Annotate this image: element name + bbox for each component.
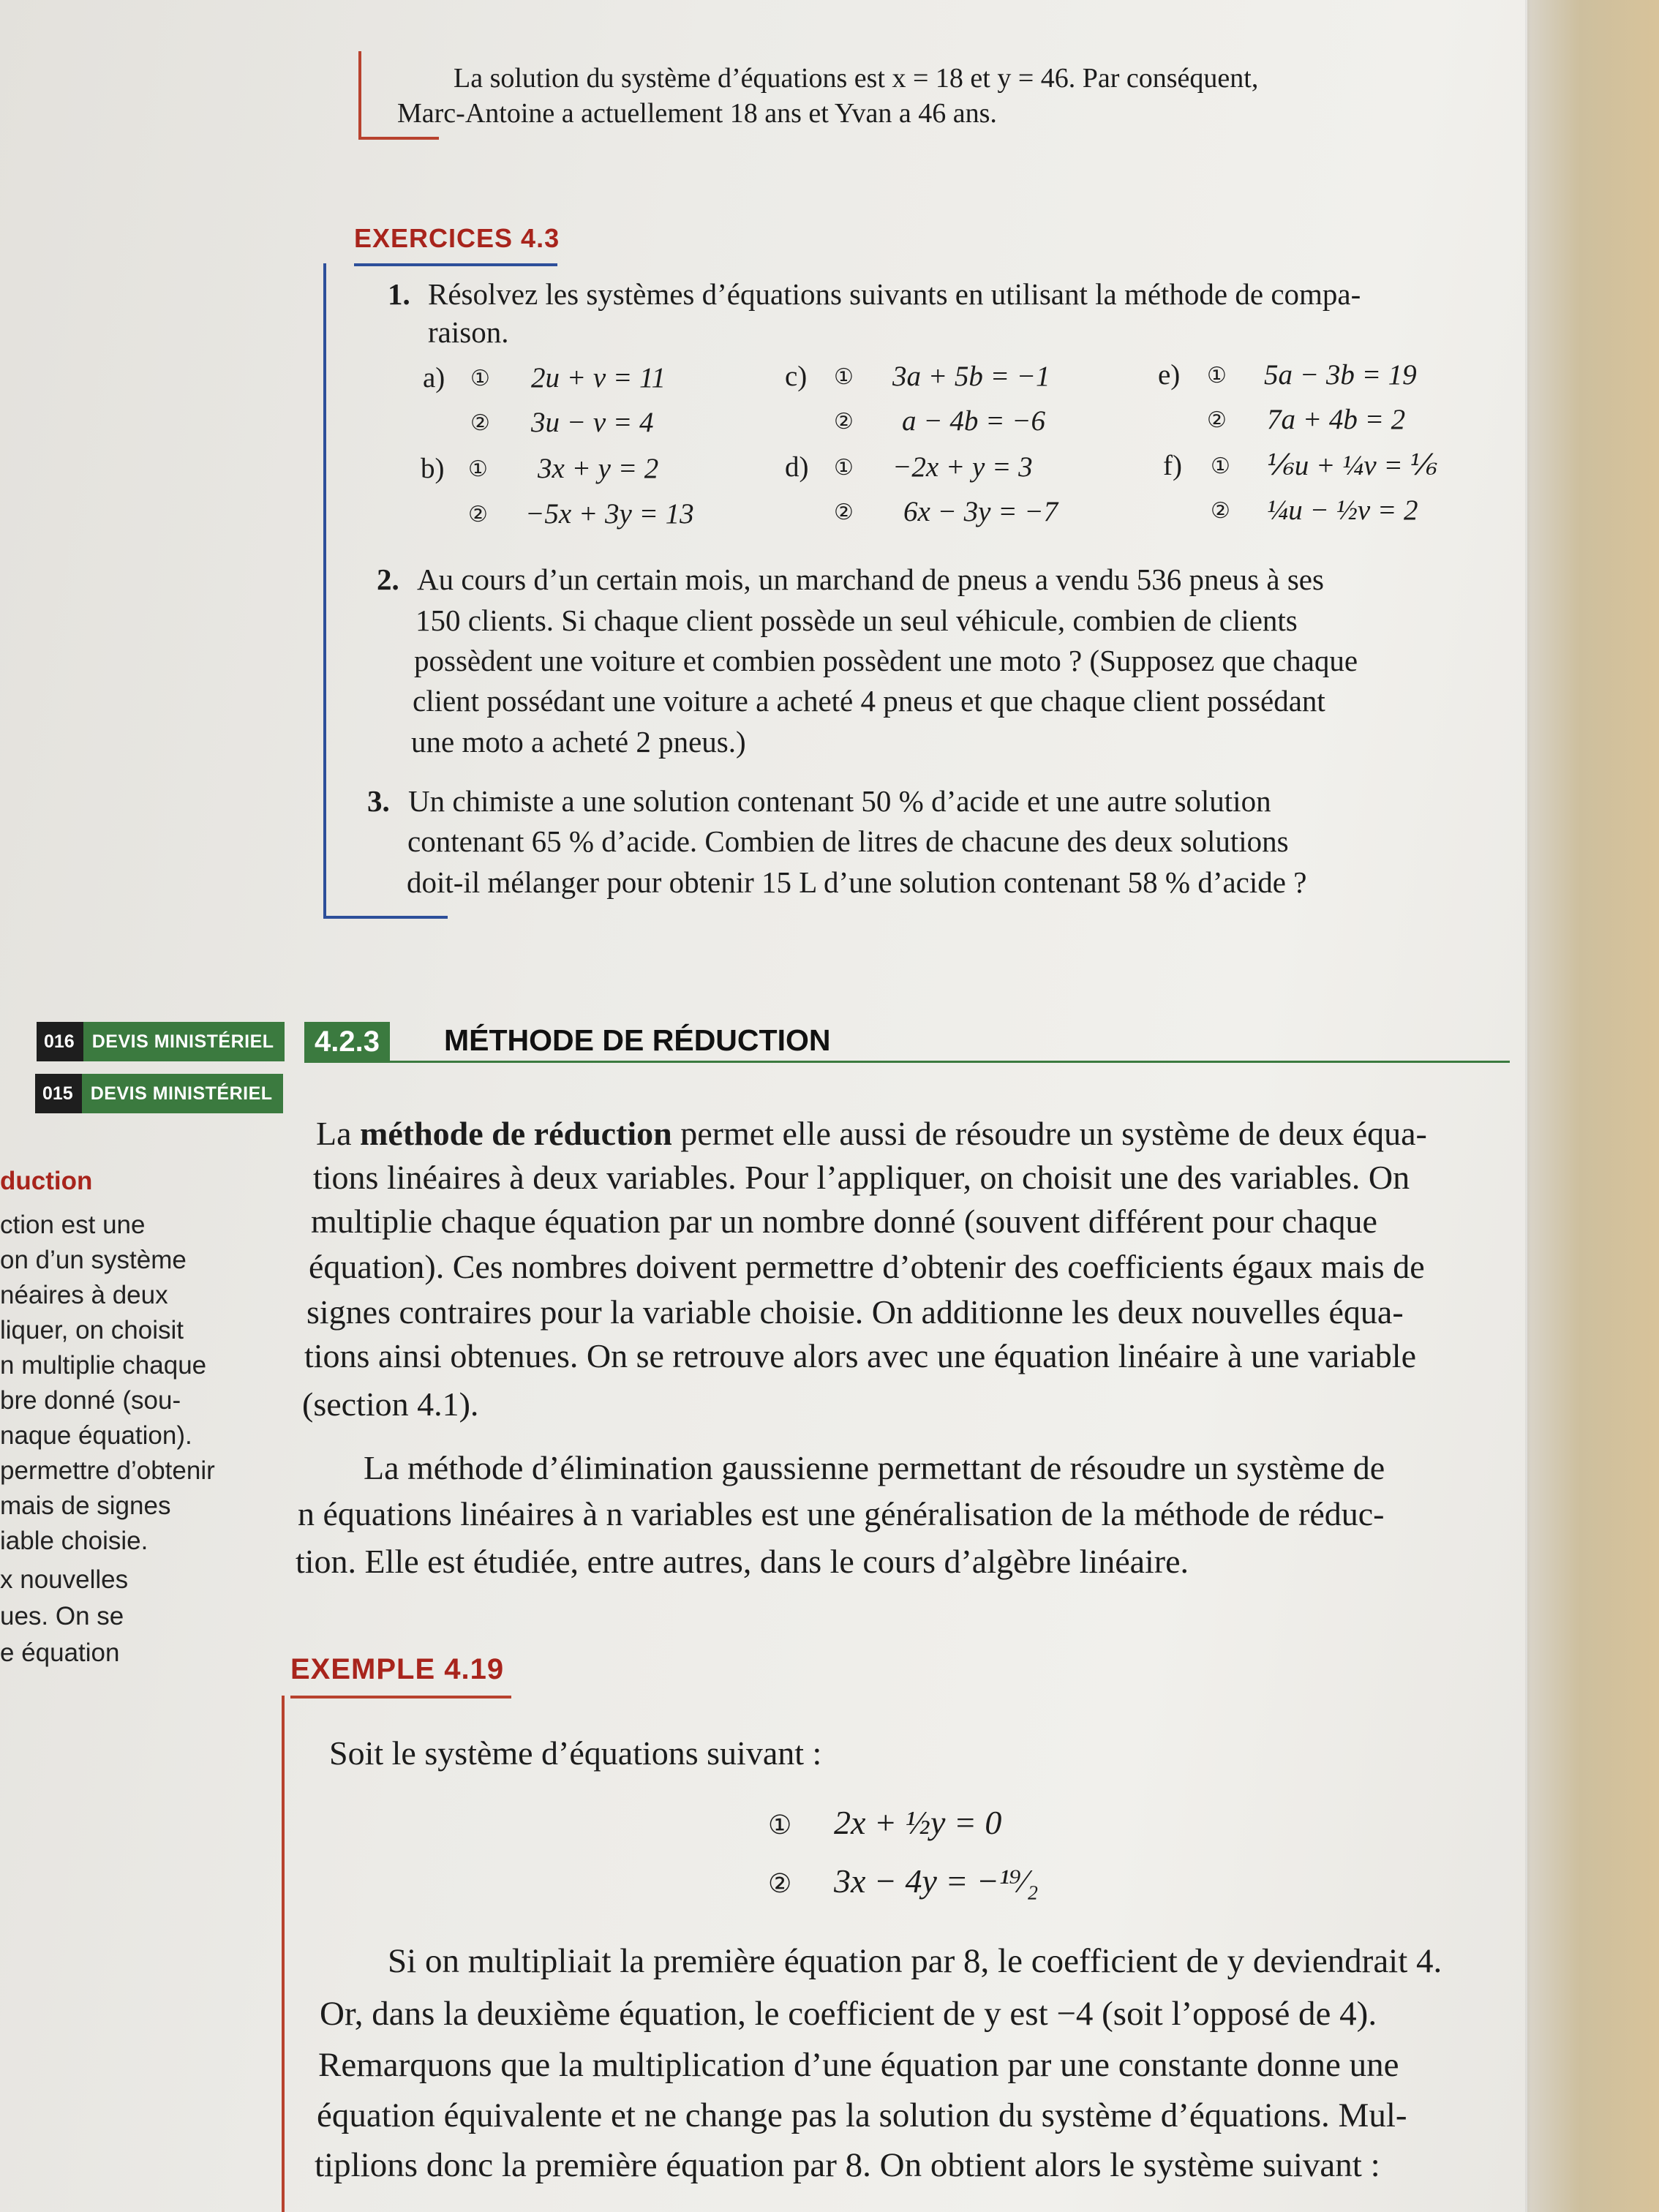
equation-marker-2: ② — [834, 500, 854, 525]
paragraph2-line: tion. Elle est étudiée, entre autres, dans le cours d’algèbre linéaire. — [296, 1543, 1189, 1580]
equation-1: 2u + v = 11 — [531, 362, 666, 394]
margin-note-line: mais de signes — [0, 1491, 171, 1520]
example-line: équation équivalente et ne change pas la solution du système d’équations. Mul- — [317, 2096, 1407, 2134]
equation-2: ¼u − ½v = 2 — [1267, 494, 1418, 526]
example-title: EXEMPLE 4.19 — [290, 1653, 505, 1685]
example-line: tiplions donc la première équation par 8. On obtient alors le système suivant : — [315, 2146, 1380, 2184]
example-equation-1: 2x + ½y = 0 — [834, 1804, 1002, 1841]
page-edge-shadow — [1525, 0, 1531, 2212]
example-title-underline — [290, 1696, 511, 1698]
equation-2: 6x − 3y = −7 — [903, 496, 1058, 527]
equation-marker-1: ① — [834, 364, 854, 390]
system-label: f) — [1163, 450, 1182, 481]
q2-line: une moto a acheté 2 pneus.) — [411, 725, 746, 759]
example-bracket-vertical — [282, 1696, 285, 2212]
equation-marker-2: ② — [1211, 498, 1230, 524]
margin-note-line: iable choisie. — [0, 1527, 148, 1555]
margin-note-line: on d’un système — [0, 1246, 187, 1274]
exercises-bracket-vertical — [323, 263, 326, 918]
paragraph1-line: équation). Ces nombres doivent permettre d’obtenir des coefficients égaux mais de — [309, 1248, 1425, 1285]
margin-note-line: bre donné (sou- — [0, 1386, 181, 1415]
exercises-bracket-bottom — [323, 916, 448, 919]
q2-number: 2. — [377, 563, 399, 596]
equation-marker-1: ① — [1211, 454, 1230, 479]
devis-number: 016 — [37, 1022, 83, 1061]
equation-marker-2: ② — [468, 502, 488, 527]
devis-badge-015 — [35, 1074, 283, 1113]
margin-note-line: x nouvelles — [0, 1565, 129, 1594]
q2-line: client possédant une voiture a acheté 4 pneus et que chaque client possédant — [413, 684, 1325, 718]
paragraph1-line: tions linéaires à deux variables. Pour l’appliquer, on choisit une des variables. On — [313, 1159, 1410, 1196]
q3-line: doit-il mélanger pour obtenir 15 L d’une solution contenant 58 % d’acide ? — [407, 865, 1307, 899]
equation-marker-2: ② — [834, 409, 854, 434]
intro-line-2: Marc-Antoine a actuellement 18 ans et Yvan a 46 ans. — [397, 98, 997, 129]
equation-1: 3x + y = 2 — [538, 453, 659, 484]
example-intro: Soit le système d’équations suivant : — [329, 1734, 822, 1772]
section-rule — [304, 1061, 1510, 1063]
q1-line-1: Résolvez les systèmes d’équations suivants en utilisant la méthode de compa- — [428, 277, 1361, 311]
devis-label: DEVIS MINISTÉRIEL — [82, 1074, 283, 1113]
example-line: Or, dans la deuxième équation, le coefficient de y est −4 (soit l’opposé de 4). — [320, 1995, 1377, 2033]
example-line: Remarquons que la multiplication d’une équation par une constante donne une — [318, 2046, 1399, 2084]
devis-number: 015 — [35, 1074, 82, 1113]
paragraph1-line: signes contraires pour la variable choisie. On additionne les deux nouvelles équa- — [306, 1293, 1404, 1331]
q1-line-2: raison. — [428, 315, 509, 349]
paragraph1-line: (section 4.1). — [302, 1385, 479, 1423]
exercises-title-underline — [354, 263, 557, 266]
paragraph1-lead: La — [316, 1115, 361, 1152]
equation-2: 3u − v = 4 — [531, 407, 654, 438]
equation-2: 7a + 4b = 2 — [1267, 404, 1406, 435]
equation-1: −2x + y = 3 — [892, 451, 1033, 483]
equation-1: 5a − 3b = 19 — [1264, 359, 1417, 391]
q3-line: Un chimiste a une solution contenant 50 % d’acide et une autre solution — [408, 784, 1271, 818]
desk-background — [1527, 0, 1659, 2212]
margin-note-line: naque équation). — [0, 1421, 192, 1450]
example-marker-1: ① — [768, 1810, 792, 1840]
q2-line: Au cours d’un certain mois, un marchand de pneus a vendu 536 pneus à ses — [417, 563, 1324, 596]
devis-badge-016 — [37, 1022, 285, 1061]
intro-line-1: La solution du système d’équations est x = 18 et y = 46. Par conséquent, — [454, 63, 1259, 94]
margin-note-line: néaires à deux — [0, 1281, 168, 1309]
margin-note-line: liquer, on choisit — [0, 1316, 184, 1344]
intro-bracket-vertical — [358, 51, 361, 139]
equation-marker-1: ① — [1207, 363, 1227, 388]
margin-note-line: e équation — [0, 1639, 120, 1667]
system-label: d) — [785, 451, 809, 483]
equation-marker-2: ② — [470, 410, 490, 436]
q3-line: contenant 65 % d’acide. Combien de litres de chacune des deux solutions — [407, 824, 1289, 858]
example-equation-2: 3x − 4y = −¹⁹⁄₂ — [834, 1862, 1039, 1900]
q2-line: possèdent une voiture et combien possèdent une moto ? (Supposez que chaque — [414, 644, 1358, 677]
q3-number: 3. — [367, 784, 390, 818]
paragraph1-term: méthode de réduction — [360, 1115, 672, 1152]
equation-2: −5x + 3y = 13 — [525, 498, 694, 530]
equation-2: a − 4b = −6 — [902, 405, 1045, 437]
system-label: a) — [423, 362, 445, 394]
system-label: c) — [785, 361, 808, 392]
equation-marker-1: ① — [468, 456, 488, 482]
q1-number: 1. — [388, 277, 410, 311]
equation-1: ⅙u + ¼v = ⅙ — [1267, 450, 1438, 481]
margin-note-line: n multiplie chaque — [0, 1351, 207, 1380]
exercises-title: EXERCICES 4.3 — [354, 223, 560, 253]
equation-marker-1: ① — [834, 455, 854, 481]
equation-marker-1: ① — [470, 366, 490, 391]
paragraph1-line: tions ainsi obtenues. On se retrouve alors avec une équation linéaire à une variable — [304, 1337, 1416, 1374]
margin-note-line: ues. On se — [0, 1602, 124, 1630]
paragraph1-line: multiplie chaque équation par un nombre donné (souvent différent pour chaque — [311, 1203, 1377, 1240]
section-number: 4.2.3 — [304, 1022, 390, 1061]
example-marker-2: ② — [768, 1869, 792, 1899]
margin-note-line: permettre d’obtenir — [0, 1456, 215, 1485]
system-label: b) — [421, 453, 445, 484]
equation-1: 3a + 5b = −1 — [892, 361, 1050, 392]
paragraph1-rest: permet elle aussi de résoudre un système de deux équa- — [672, 1115, 1427, 1152]
q2-line: 150 clients. Si chaque client possède un seul véhicule, combien de clients — [415, 603, 1298, 637]
paragraph1-line — [316, 1110, 1427, 1156]
system-label: e) — [1158, 359, 1181, 391]
paragraph2-line: La méthode d’élimination gaussienne permettant de résoudre un système de — [364, 1449, 1385, 1486]
equation-marker-2: ② — [1207, 407, 1227, 433]
paragraph2-line: n équations linéaires à n variables est une généralisation de la méthode de réduc- — [298, 1495, 1385, 1532]
margin-note-line: ction est une — [0, 1211, 146, 1239]
margin-note-title: duction — [0, 1167, 93, 1195]
section-title: MÉTHODE DE RÉDUCTION — [444, 1023, 831, 1057]
example-line: Si on multipliait la première équation par 8, le coefficient de y deviendrait 4. — [388, 1942, 1442, 1980]
intro-bracket-horizontal — [358, 137, 439, 140]
devis-label: DEVIS MINISTÉRIEL — [83, 1022, 285, 1061]
